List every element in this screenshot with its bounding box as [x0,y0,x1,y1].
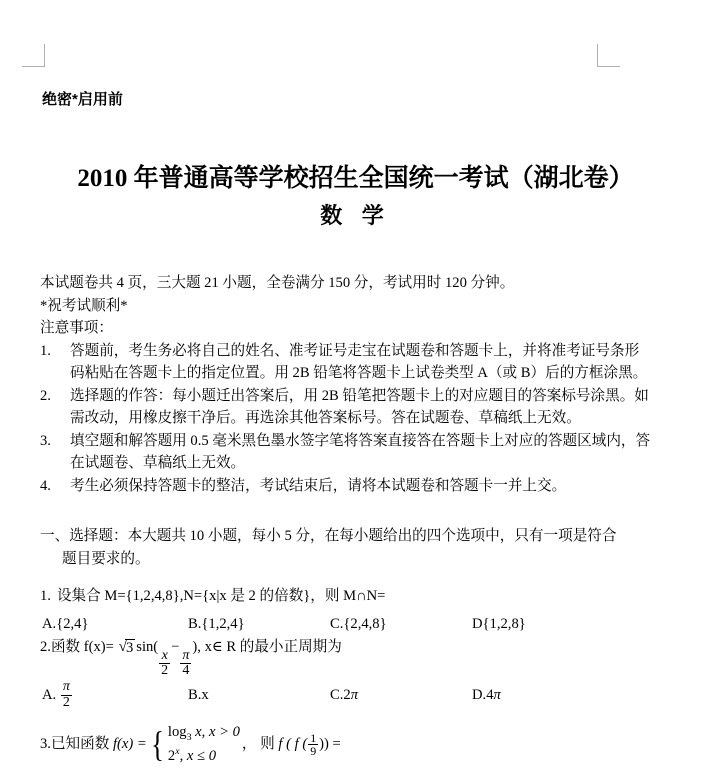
section-heading-line-1 [40,525,656,548]
left-brace-icon: { [150,723,164,764]
question-1-options [40,610,660,640]
option-b[interactable] [188,610,245,640]
page-title: 2010 年普通高等学校招生全国统一考试（湖北卷） [77,165,634,192]
fraction-pi-over-4 [180,649,191,679]
option-d-key: D [472,616,483,633]
notice-number: 4. [40,477,51,494]
piecewise-cases [168,722,240,767]
question-2-text-post: ), x∈ R 的最小正周期为 [192,639,342,655]
notice-heading: 注意事项： [40,320,113,336]
sqrt-radicand: 3 [125,640,134,656]
log-base: 3 [186,731,192,743]
fraction-denominator: 9 [310,744,317,759]
piecewise-case-2 [168,745,240,767]
question-3 [40,722,660,767]
option-c[interactable] [330,610,387,640]
case-2-condition: , x ≤ 0 [179,748,217,765]
question-3-number: 3. [40,736,51,753]
piecewise-case-1 [168,722,240,745]
question-2-stem [40,636,660,678]
fraction-denominator: 2 [62,694,70,710]
case-1-condition: x, x > 0 [191,724,240,740]
option-d[interactable] [472,680,501,710]
notice-item [40,430,652,475]
section-heading-line-2: 题目要求的。 [62,550,150,567]
notice-number: 3. [40,432,51,449]
option-b[interactable] [188,680,209,710]
option-c-key: C.2 [330,687,351,704]
notice-number: 2. [40,387,51,404]
exam-summary: 本试题卷共 4 页，三大题 21 小题，全卷满分 150 分，考试用时 120 分钟。 [40,275,515,291]
section-label: 一、选择题： [40,528,128,544]
question-1-text: 设集合 M={1,2,4,8},N={x|x 是 2 的倍数}，则 M∩N= [56,588,386,604]
notice-item [40,340,652,385]
notice-item [40,475,652,498]
exam-info-block [40,272,652,497]
option-d[interactable] [472,610,526,640]
question-2 [40,636,660,710]
option-a-key: A. [42,687,57,704]
notice-text: 填空题和解答题用 0.5 毫米黑色墨水签字笔将答案直接答在答题卡上对应的答题区域内，答在试题卷、草稿纸上无效。 [70,432,651,471]
sqrt-expression [119,639,136,657]
option-c-pi: π [350,687,358,704]
notice-number: 1. [40,342,51,359]
fraction-denominator: 4 [182,662,190,678]
option-a-key: A. [42,616,57,633]
question-2-number: 2. [40,639,51,655]
question-2-text-pre: 函数 f(x)= [50,639,114,655]
option-a[interactable] [42,680,73,710]
notice-list [40,340,652,498]
option-b-value: {1,2,4} [201,616,245,633]
notice-text: 考生必须保持答题卡的整洁，考试结束后，请将本试题卷和答题卡一并上交。 [70,477,567,494]
question-1 [40,585,660,640]
notice-text: 选择题的作答：每小题迁出答案后，用 2B 铅笔把答题卡上的对应题目的答案标号涂黑。如需改动，用橡皮擦干净后。再选涂其他答案标号。答在试题卷、草稿纸上无效。 [70,387,649,426]
crop-mark-top-left [22,44,45,67]
case-2-base: 2 [167,748,176,765]
option-d-value: {1,2,8} [482,616,526,633]
fraction-1-over-9 [308,732,318,757]
option-b-key: B. [188,616,202,633]
nested-function-open: f ( f ( [278,736,308,753]
question-1-stem [40,585,660,608]
question-2-options [40,680,660,710]
log-label: log [167,724,187,740]
secret-notice: 绝密*启用前 [42,91,123,108]
option-c[interactable] [330,680,358,710]
nested-function-close: )) = [319,736,341,753]
fraction-denominator: 2 [161,662,169,678]
case-2-exponent: x [175,746,180,758]
subject-title: 数 学 [320,203,391,228]
piecewise-function [149,722,240,767]
fraction-x-over-2 [159,649,170,679]
option-b-key: B.x [188,687,209,704]
question-1-number: 1. [40,588,51,604]
comma-separator: ， [241,736,257,753]
notice-text: 答题前，考生务必将自己的姓名、准考证号走宝在试题卷和答题卡上，并将准考证号条形码粘贴在答题卡上的指定位置。用 2B 铅笔将答题卡上试卷类型 A（或 B）后的方框涂黑。 [70,342,648,381]
then-label: 则 [260,736,275,753]
fraction-numerator: π [182,647,190,663]
crop-mark-top-right [597,44,620,67]
function-notation: f(x) = [113,736,147,753]
section-heading [40,525,656,570]
fraction-numerator: 1 [310,730,317,745]
option-d-key: D.4 [472,687,494,704]
section-desc: 本大题共 10 小题，每小 5 分，在每小题给出的四个选项中，只有一项是符合 [127,528,617,544]
question-3-text-pre: 已知函数 [50,736,110,753]
notice-item [40,385,652,430]
question-3-stem [40,722,660,767]
option-c-key: C. [330,616,344,633]
fraction-numerator: π [62,679,70,695]
sin-function: sin( [136,639,159,655]
exam-wish: *祝考试顺利* [40,297,128,314]
option-d-pi: π [493,687,501,704]
minus-operator: − [171,639,180,655]
option-a-fraction [61,680,72,710]
fraction-numerator: x [161,647,168,663]
option-a[interactable] [42,610,88,640]
radical-icon: √ [118,638,127,655]
option-a-value: {2,4} [56,616,89,633]
option-c-value: {2,4,8} [343,616,387,633]
